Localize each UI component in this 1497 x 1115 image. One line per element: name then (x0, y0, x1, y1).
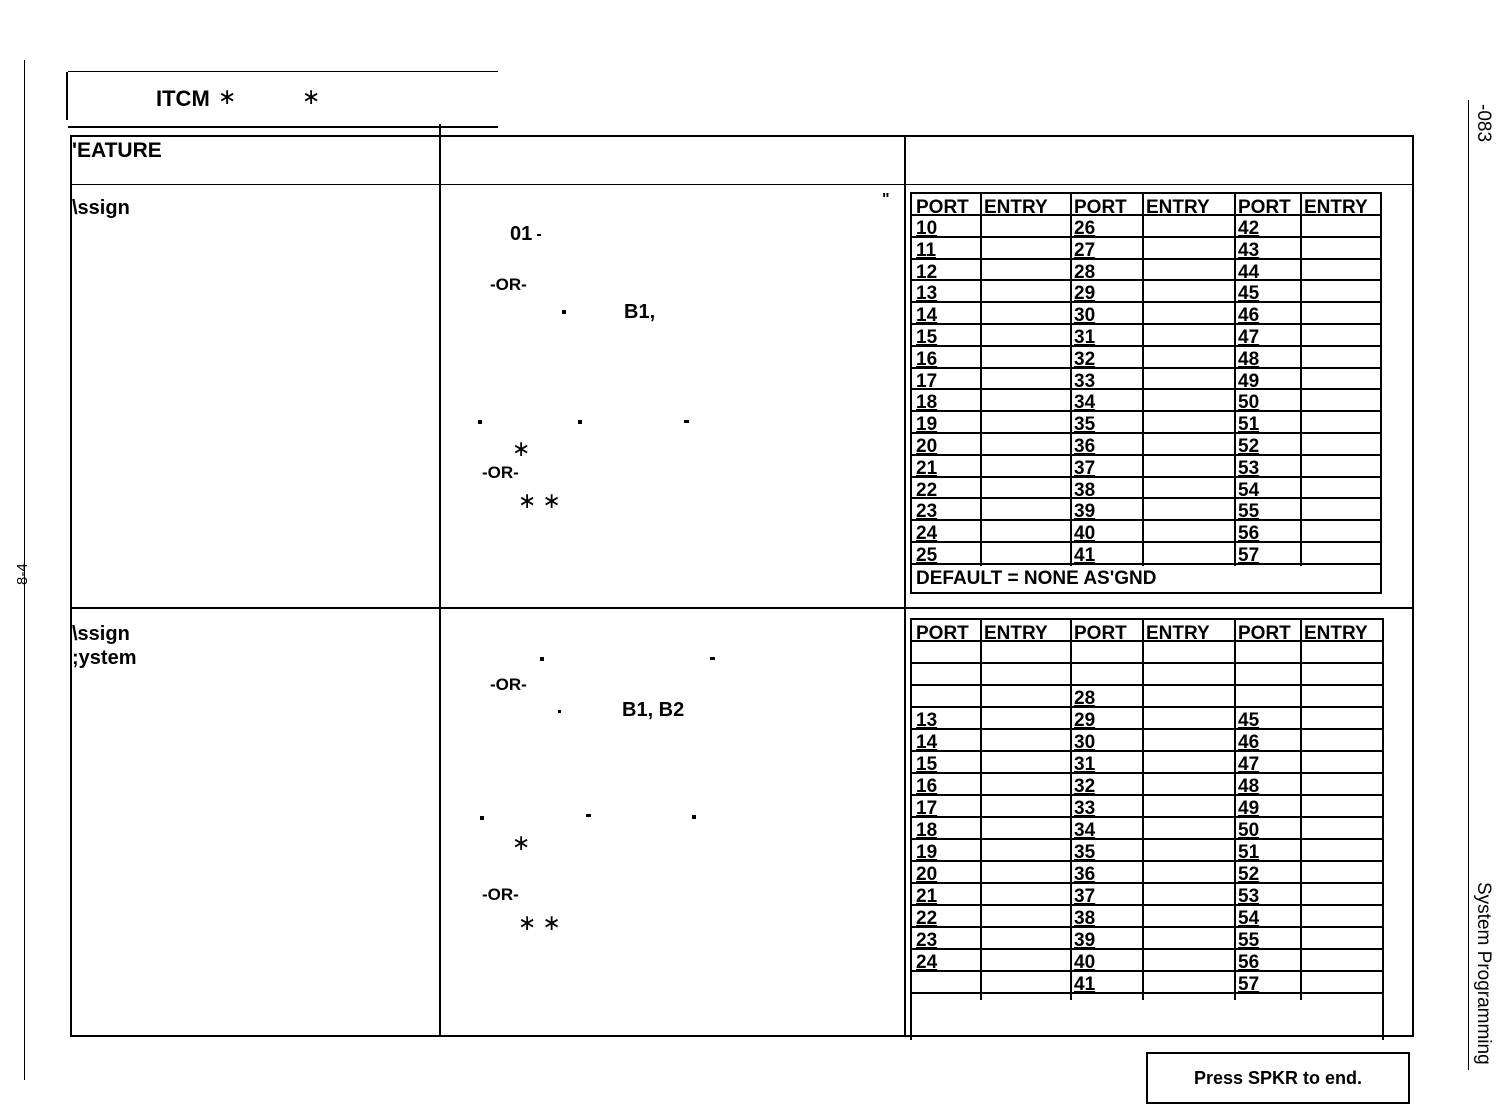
row2-feature-line1: \ssign (72, 623, 130, 645)
row1-quote: " (882, 191, 890, 208)
grid1-header-port: PORT (916, 197, 969, 218)
grid1-port-number: 15 (916, 327, 938, 348)
grid1-port-number: 55 (1238, 501, 1260, 523)
table-col-rule-2 (904, 135, 906, 1037)
grid1-port-number: 46 (1238, 305, 1260, 327)
feature-column-header: 'EATURE (72, 139, 162, 162)
port-entry-grid-2 (910, 618, 1384, 1040)
grid2-port-number: 50 (1238, 820, 1260, 841)
grid2-row (912, 928, 1382, 950)
grid1-row (912, 347, 1380, 369)
row2-dot-f (692, 815, 696, 819)
grid1-port-number: 28 (1074, 261, 1096, 283)
grid1-port-number: 14 (916, 305, 938, 327)
grid2-port-number: 39 (1074, 930, 1096, 951)
grid1-port-number: 50 (1238, 392, 1260, 414)
grid1-port-number: 24 (916, 523, 938, 545)
grid2-port-number: 16 (916, 776, 938, 797)
grid1-header-port: PORT (1074, 197, 1127, 218)
grid1-row (912, 543, 1380, 565)
grid2-port-number: 54 (1238, 908, 1260, 929)
grid2-port-number: 24 (916, 952, 938, 973)
grid1-port-number: 26 (1074, 218, 1096, 239)
grid2-row (912, 840, 1382, 862)
grid1-port-number: 41 (1074, 545, 1096, 566)
grid1-row (912, 303, 1380, 325)
grid1-row (912, 390, 1380, 412)
grid2-port-number: 41 (1074, 974, 1096, 995)
grid1-row (912, 434, 1380, 456)
row1-or-1: -OR- (490, 275, 527, 294)
grid1-default-note: DEFAULT = NONE AS'GND (916, 567, 1157, 589)
grid1-port-number: 18 (916, 392, 938, 414)
grid2-port-number: 32 (1074, 776, 1096, 797)
grid1-port-number: 34 (1074, 392, 1096, 414)
grid2-port-number: 36 (1074, 864, 1096, 885)
grid2-port-number: 19 (916, 842, 938, 863)
grid1-row (912, 369, 1380, 391)
row1-code: 01 (510, 223, 533, 245)
grid1-port-number: 29 (1074, 283, 1096, 305)
grid2-port-number: 52 (1238, 864, 1260, 885)
row2-star-2: ∗ ∗ (518, 910, 561, 935)
grid2-port-number: 17 (916, 798, 938, 819)
row2-dot-e (586, 814, 591, 817)
grid2-row (912, 862, 1382, 884)
grid2-port-number: 51 (1238, 842, 1260, 863)
grid1-port-number: 11 (916, 239, 937, 261)
table-left-rule (70, 135, 72, 1037)
row2-dot-a (540, 657, 544, 661)
grid1-row (912, 260, 1380, 282)
grid1-port-number: 48 (1238, 348, 1260, 370)
grid1-row (912, 456, 1380, 478)
grid2-port-number: 46 (1238, 732, 1260, 753)
row2-star-1: ∗ (512, 830, 531, 855)
grid1-port-number: 47 (1238, 327, 1260, 348)
grid2-row (912, 972, 1382, 994)
header-star-2: ∗ (302, 84, 321, 109)
grid1-port-number: 21 (916, 457, 938, 479)
grid1-port-number: 30 (1074, 305, 1096, 327)
grid1-row (912, 325, 1380, 347)
grid1-port-number: 10 (916, 218, 938, 239)
row1-feature: \ssign (72, 197, 130, 219)
grid2-header-port: PORT (916, 623, 969, 644)
row1-b-label: B1, (624, 301, 656, 323)
grid1-port-number: 23 (916, 501, 938, 523)
header-top-rule (68, 71, 498, 72)
grid2-port-number: 47 (1238, 754, 1260, 775)
header-title: ITCM (156, 86, 210, 111)
grid1-header-port: PORT (1238, 197, 1291, 218)
grid1-port-number: 52 (1238, 436, 1260, 457)
header-bottom-rule (68, 126, 498, 128)
doc-number: -083 (1473, 104, 1494, 143)
grid2-row (912, 752, 1382, 774)
grid1-port-number: 54 (1238, 479, 1260, 501)
table-right-rule (1412, 135, 1414, 1037)
grid1-row (912, 216, 1380, 238)
grid1-port-number: 42 (1238, 218, 1260, 239)
grid2-row (912, 708, 1382, 730)
grid2-row (912, 664, 1382, 686)
grid1-port-number: 32 (1074, 348, 1096, 370)
press-spkr-note: Press SPKR to end. (1146, 1052, 1410, 1104)
grid1-row (912, 478, 1380, 500)
grid1-port-number: 22 (916, 479, 938, 501)
grid2-port-number: 48 (1238, 776, 1260, 797)
row1-dot-b (562, 310, 566, 314)
grid2-row (912, 774, 1382, 796)
grid2-port-number: 21 (916, 886, 938, 907)
header-star-1: ∗ (218, 84, 237, 109)
grid2-row (912, 796, 1382, 818)
table-row-divider (70, 607, 1414, 609)
grid2-port-number: 15 (916, 754, 938, 775)
port-entry-grid-1 (910, 192, 1382, 594)
grid1-port-number: 25 (916, 545, 938, 566)
grid1-port-number: 36 (1074, 436, 1096, 457)
row1-star-1: ∗ (512, 436, 531, 461)
grid2-port-number: 49 (1238, 798, 1260, 819)
grid2-header-port: PORT (1238, 623, 1291, 644)
grid2-port-number: 14 (916, 732, 938, 753)
grid1-port-number: 44 (1238, 261, 1260, 283)
grid2-port-number: 37 (1074, 886, 1096, 907)
grid1-port-number: 19 (916, 414, 938, 436)
grid1-port-number: 51 (1238, 414, 1260, 436)
grid2-header-entry: ENTRY (984, 623, 1048, 644)
row2-b-label: B1, B2 (622, 699, 685, 721)
left-page-number: 8-4 (14, 563, 31, 585)
grid2-header-entry: ENTRY (1304, 623, 1368, 644)
grid1-row (912, 499, 1380, 521)
grid2-port-number: 53 (1238, 886, 1260, 907)
grid1-row (912, 281, 1380, 303)
right-margin-rule (1468, 100, 1469, 1070)
header-left-rule (66, 72, 68, 120)
row1-star-2: ∗ ∗ (518, 488, 561, 513)
grid1-port-number: 37 (1074, 457, 1096, 479)
grid1-port-number: 57 (1238, 545, 1260, 566)
grid2-header-entry: ENTRY (1146, 623, 1210, 644)
grid1-port-number: 31 (1074, 327, 1096, 348)
grid2-port-number: 30 (1074, 732, 1096, 753)
grid1-port-number: 16 (916, 348, 938, 370)
grid2-port-number: 31 (1074, 754, 1096, 775)
grid1-port-number: 49 (1238, 370, 1260, 392)
grid2-port-number: 34 (1074, 820, 1096, 841)
grid1-port-number: 45 (1238, 283, 1260, 305)
grid1-port-number: 35 (1074, 414, 1096, 436)
section-title: System Programming (1473, 882, 1494, 1065)
grid2-port-number: 22 (916, 908, 938, 929)
row2-or-1: -OR- (490, 675, 527, 694)
grid1-port-number: 53 (1238, 457, 1260, 479)
grid2-row (912, 884, 1382, 906)
row2-dot-b (710, 657, 715, 660)
row2-dot-c (558, 710, 561, 713)
grid2-port-number: 45 (1238, 710, 1260, 731)
row2-dot-d (480, 816, 484, 820)
grid2-port-number: 57 (1238, 974, 1260, 995)
row2-or-2: -OR- (482, 885, 519, 904)
grid1-port-number: 40 (1074, 523, 1096, 545)
grid2-port-number: 18 (916, 820, 938, 841)
table-header-rule (70, 184, 1414, 185)
grid2-row (912, 950, 1382, 972)
row1-dot-c (478, 420, 482, 424)
grid2-port-number: 33 (1074, 798, 1096, 819)
grid1-port-number: 56 (1238, 523, 1260, 545)
grid1-header-entry: ENTRY (1146, 197, 1210, 218)
grid2-port-number: 55 (1238, 930, 1260, 951)
grid2-row (912, 642, 1382, 664)
grid2-header-port: PORT (1074, 623, 1127, 644)
grid1-port-number: 38 (1074, 479, 1096, 501)
grid2-port-number: 13 (916, 710, 938, 731)
row1-dot-e (684, 420, 689, 423)
row1-or-2: -OR- (482, 463, 519, 482)
grid1-header-entry: ENTRY (1304, 197, 1368, 218)
grid1-port-number: 13 (916, 283, 938, 305)
grid1-port-number: 12 (916, 261, 938, 283)
grid2-row (912, 906, 1382, 928)
grid2-port-number: 28 (1074, 688, 1096, 709)
row2-feature-line2: ;ystem (72, 647, 137, 669)
grid1-port-number: 27 (1074, 239, 1096, 261)
grid1-header-entry: ENTRY (984, 197, 1048, 218)
grid2-port-number: 35 (1074, 842, 1096, 863)
grid1-port-number: 33 (1074, 370, 1096, 392)
grid2-port-number: 56 (1238, 952, 1260, 973)
grid1-port-number: 20 (916, 436, 938, 457)
grid2-port-number: 20 (916, 864, 938, 885)
grid1-row (912, 412, 1380, 434)
grid2-port-number: 23 (916, 930, 938, 951)
grid2-row (912, 686, 1382, 708)
grid2-row (912, 818, 1382, 840)
grid2-port-number: 29 (1074, 710, 1096, 731)
grid1-port-number: 43 (1238, 239, 1260, 261)
grid2-port-number: 40 (1074, 952, 1096, 973)
grid1-port-number: 17 (916, 370, 938, 392)
grid2-port-number: 38 (1074, 908, 1096, 929)
table-top-rule (70, 135, 1414, 137)
row1-dot-a (537, 234, 541, 236)
row1-dot-d (578, 420, 582, 424)
grid1-row (912, 521, 1380, 543)
table-col-rule-1 (439, 124, 441, 1037)
grid1-row (912, 238, 1380, 260)
grid2-row (912, 730, 1382, 752)
grid1-port-number: 39 (1074, 501, 1096, 523)
